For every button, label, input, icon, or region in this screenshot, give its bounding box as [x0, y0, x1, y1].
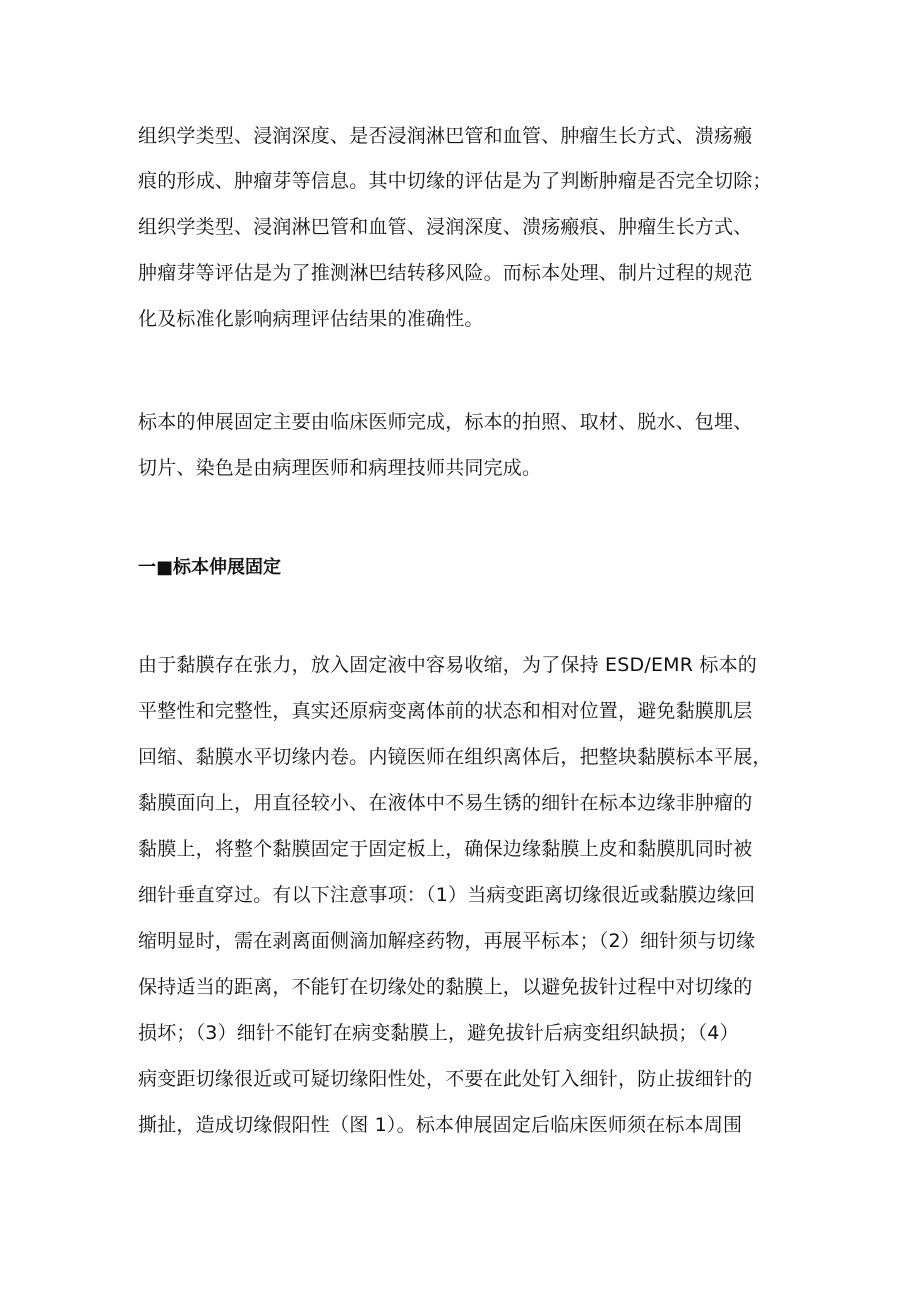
paragraph-3-line-3: 回缩、黏膜水平切缘内卷。内镜医师在组织离体后，把整块黏膜标本平展，	[138, 746, 772, 768]
paragraph-1-line-5: 化及标准化影响病理评估结果的准确性。	[138, 308, 484, 330]
paragraph-3-line-7: 缩明显时，需在剥离面侧滴加解痉药物，再展平标本；（2）细针须与切缘	[138, 930, 756, 952]
paragraph-2-line-2: 切片、染色是由病理医师和病理技师共同完成。	[138, 457, 542, 479]
paragraph-1-line-2: 痕的形成、肿瘤芽等信息。其中切缘的评估是为了判断肿瘤是否完全切除；	[138, 170, 772, 192]
paragraph-3-line-9: 损坏；（3）细针不能钉在病变黏膜上，避免拔针后病变组织缺损；（4）	[138, 1022, 739, 1044]
paragraph-1-line-4: 肿瘤芽等评估是为了推测淋巴结转移风险。而标本处理、制片过程的规范	[138, 262, 753, 284]
section-heading: 一■标本伸展固定	[138, 557, 282, 578]
paragraph-3-line-6: 细针垂直穿过。有以下注意事项：（1）当病变距离切缘很近或黏膜边缘回	[138, 884, 756, 906]
paragraph-3-line-8: 保持适当的距离，不能钉在切缘处的黏膜上，以避免拔针过程中对切缘的	[138, 976, 753, 998]
paragraph-3-line-2: 平整性和完整性，真实还原病变离体前的状态和相对位置，避免黏膜肌层	[138, 700, 753, 722]
paragraph-3-line-1: 由于黏膜存在张力，放入固定液中容易收缩，为了保持 ESD/EMR 标本的	[138, 654, 757, 676]
paragraph-1-line-3: 组织学类型、浸润淋巴管和血管、浸润深度、溃疡瘢痕、肿瘤生长方式、	[138, 216, 753, 238]
paragraph-3-line-11: 撕扯，造成切缘假阳性（图 1）。标本伸展固定后临床医师须在标本周围	[138, 1114, 743, 1136]
paragraph-3-line-10: 病变距切缘很近或可疑切缘阳性处，不要在此处钉入细针，防止拔细针的	[138, 1068, 753, 1090]
paragraph-1-line-1: 组织学类型、浸润深度、是否浸润淋巴管和血管、肿瘤生长方式、溃疡瘢	[138, 125, 753, 147]
paragraph-3-line-4: 黏膜面向上，用直径较小、在液体中不易生锈的细针在标本边缘非肿瘤的	[138, 792, 753, 814]
paragraph-3-line-5: 黏膜上，将整个黏膜固定于固定板上，确保边缘黏膜上皮和黏膜肌同时被	[138, 838, 753, 860]
paragraph-2-line-1: 标本的伸展固定主要由临床医师完成，标本的拍照、取材、脱水、包埋、	[138, 411, 753, 433]
